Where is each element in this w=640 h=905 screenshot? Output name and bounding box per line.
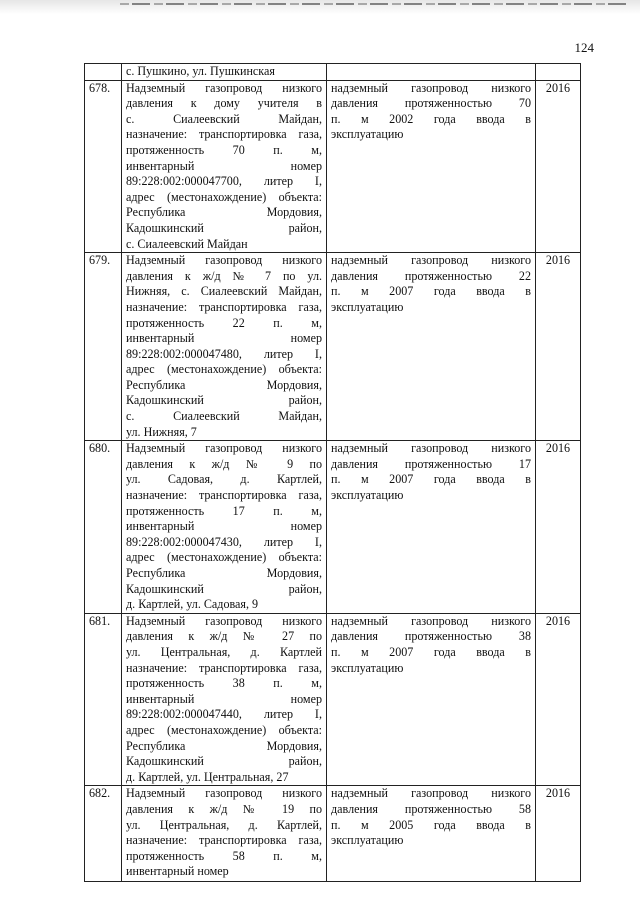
- year-cell: 2016: [536, 253, 581, 441]
- table-row: [85, 253, 581, 441]
- description-line: п. м 2007 года ввода в: [331, 284, 531, 299]
- object-name-line: 89:228:002:000047480, литер I,: [126, 346, 322, 361]
- object-name-cell: [122, 786, 327, 882]
- object-name-line: Надземный газопровод низкого: [126, 80, 322, 95]
- object-name-line: ул. Центральная, д. Картлей: [126, 644, 322, 659]
- description-line: давления протяженностью 22: [331, 268, 531, 283]
- year-cell: 2016: [536, 80, 581, 253]
- object-name-line: Республика Мордовия,: [126, 377, 322, 392]
- description-cell: [327, 253, 536, 441]
- row-number: 681.: [85, 613, 122, 786]
- object-name-line: ул. Центральная, д. Картлей,: [126, 817, 322, 832]
- object-name-line: Кадошкинский район,: [126, 754, 322, 769]
- object-name-line: давления к дому учителя в: [126, 96, 322, 111]
- object-name-line: Надземный газопровод низкого: [126, 441, 322, 456]
- description-line: надземный газопровод низкого: [331, 613, 531, 628]
- object-name-line: давления к ж/д № 19 по: [126, 801, 322, 816]
- description-line: п. м 2002 года ввода в: [331, 111, 531, 126]
- object-name-line: адрес (местонахождение) объекта:: [126, 722, 322, 737]
- object-name-line: 89:228:002:000047440, литер I,: [126, 707, 322, 722]
- continuation-row: [85, 64, 581, 81]
- description-cell: [327, 786, 536, 882]
- description-line: давления протяженностью 58: [331, 801, 531, 816]
- object-name-line: протяженность 70 п. м,: [126, 142, 322, 157]
- description-line: эксплуатацию: [331, 488, 404, 503]
- description-line: надземный газопровод низкого: [331, 253, 531, 268]
- object-name-line: Кадошкинский район,: [126, 581, 322, 596]
- object-name-cell: [122, 613, 327, 786]
- object-name-line: протяженность 17 п. м,: [126, 503, 322, 518]
- continuation-text: с. Пушкино, ул. Пушкинская: [122, 64, 327, 81]
- description-line: надземный газопровод низкого: [331, 80, 531, 95]
- description-cell: [327, 613, 536, 786]
- object-name-line: инвентарный номер: [126, 158, 322, 173]
- object-name-line: Надземный газопровод низкого: [126, 613, 322, 628]
- description-line: п. м 2007 года ввода в: [331, 472, 531, 487]
- year-cell: 2016: [536, 613, 581, 786]
- object-name-line: адрес (местонахождение) объекта:: [126, 550, 322, 565]
- table-row: [85, 80, 581, 253]
- description-line: п. м 2007 года ввода в: [331, 644, 531, 659]
- object-name-line: с. Сиалеевский Майдан: [126, 236, 248, 251]
- object-name-line: Республика Мордовия,: [126, 566, 322, 580]
- object-name-line: протяженность 38 п. м,: [126, 676, 322, 691]
- object-name-line: с. Сиалеевский Майдан,: [126, 409, 322, 424]
- cell-year: [536, 64, 581, 81]
- object-name-line: назначение: транспортировка газа,: [126, 660, 322, 675]
- row-number: 678.: [85, 80, 122, 253]
- object-name-line: адрес (местонахождение) объекта:: [126, 189, 322, 204]
- description-cell: [327, 441, 536, 614]
- description-cell: [327, 80, 536, 253]
- object-name-line: Надземный газопровод низкого: [126, 253, 322, 268]
- cell-desc: [327, 64, 536, 81]
- description-line: надземный газопровод низкого: [331, 786, 531, 801]
- object-name-line: с. Сиалеевский Майдан,: [126, 111, 322, 126]
- table-row: [85, 441, 581, 614]
- object-name-cell: [122, 80, 327, 253]
- object-name-line: протяженность 58 п. м,: [126, 848, 322, 863]
- object-name-line: назначение: транспортировка газа,: [126, 833, 322, 848]
- table-row: [85, 786, 581, 882]
- table-row: [85, 613, 581, 786]
- object-name-line: инвентарный номер: [126, 331, 322, 346]
- object-name-line: давления к ж/д № 27 по: [126, 629, 322, 644]
- object-name-line: давления к ж/д № 7 по ул.: [126, 268, 322, 283]
- object-name-line: ул. Садовая, д. Картлей,: [126, 472, 322, 487]
- year-cell: 2016: [536, 441, 581, 614]
- description-line: давления протяженностью 70: [331, 96, 531, 111]
- object-name-line: Надземный газопровод низкого: [126, 786, 322, 801]
- object-name-line: Республика Мордовия,: [126, 205, 322, 220]
- object-name-line: Кадошкинский район,: [126, 220, 322, 235]
- object-name-line: Республика Мордовия,: [126, 738, 322, 753]
- object-name-line: 89:228:002:000047430, литер I,: [126, 534, 322, 549]
- object-name-line: ул. Нижняя, 7: [126, 424, 197, 439]
- object-name-line: Кадошкинский район,: [126, 393, 322, 408]
- object-name-line: 89:228:002:000047700, литер I,: [126, 174, 322, 189]
- description-line: эксплуатацию: [331, 299, 404, 314]
- registry-table: [84, 63, 581, 882]
- object-name-line: назначение: транспортировка газа,: [126, 127, 322, 142]
- description-line: давления протяженностью 38: [331, 629, 531, 644]
- object-name-line: инвентарный номер: [126, 864, 229, 879]
- row-number: 679.: [85, 253, 122, 441]
- description-line: п. м 2005 года ввода в: [331, 817, 531, 832]
- description-line: эксплуатацию: [331, 660, 404, 675]
- object-name-line: адрес (местонахождение) объекта:: [126, 362, 322, 377]
- object-name-cell: [122, 441, 327, 614]
- row-number: 682.: [85, 786, 122, 882]
- object-name-line: инвентарный номер: [126, 519, 322, 534]
- row-number: 680.: [85, 441, 122, 614]
- object-name-line: давления к ж/д № 9 по: [126, 456, 322, 471]
- description-line: эксплуатацию: [331, 127, 404, 142]
- object-name-line: назначение: транспортировка газа,: [126, 488, 322, 503]
- description-line: надземный газопровод низкого: [331, 441, 531, 456]
- year-cell: 2016: [536, 786, 581, 882]
- object-name-line: инвентарный номер: [126, 691, 322, 706]
- scan-edge: [0, 0, 640, 14]
- description-line: давления протяженностью 17: [331, 456, 531, 471]
- description-line: эксплуатацию: [331, 833, 404, 848]
- object-name-line: Нижняя, с. Сиалеевский Майдан,: [126, 284, 322, 299]
- page-number: 124: [574, 40, 594, 55]
- object-name-line: протяженность 22 п. м,: [126, 315, 322, 330]
- object-name-line: назначение: транспортировка газа,: [126, 299, 322, 314]
- object-name-line: д. Картлей, ул. Центральная, 27: [126, 769, 289, 784]
- object-name-line: д. Картлей, ул. Садовая, 9: [126, 597, 259, 612]
- object-name-cell: [122, 253, 327, 441]
- cell-num: [85, 64, 122, 81]
